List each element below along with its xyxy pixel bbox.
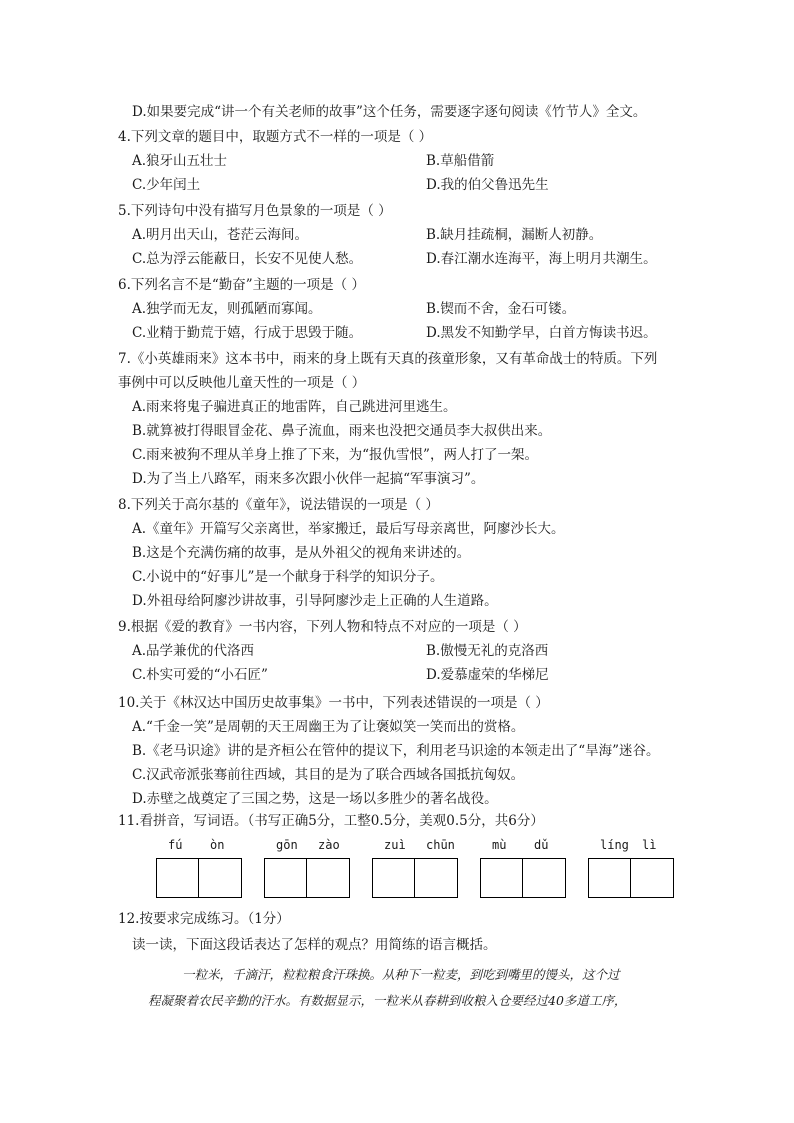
pinyin-syllable: mù xyxy=(492,838,507,852)
question-line: 12.按要求完成练习。（1分） xyxy=(118,911,290,927)
option-line: D.我的伯父鲁迅先生 xyxy=(426,177,549,193)
question-line: 5.下列诗句中没有描写月色景象的一项是（ ） xyxy=(118,203,392,219)
option-line: C.朴实可爱的“小石匠” xyxy=(132,667,268,683)
answer-box-group xyxy=(588,858,674,898)
option-line: B.缺月挂疏桐，漏断人初静。 xyxy=(426,227,603,243)
option-line: C.总为浮云能蔽日，长安不见使人愁。 xyxy=(132,251,363,267)
option-line: D.如果要完成“讲一个有关老师的故事”这个任务，需要逐字逐句阅读《竹节人》全文。 xyxy=(132,104,647,120)
question-line: 8.下列关于高尔基的《童年》，说法错误的一项是（ ） xyxy=(118,497,439,513)
option-line: C.少年闰土 xyxy=(132,177,201,193)
question-line: 10.关于《林汉达中国历史故事集》一书中，下列表述错误的一项是（ ） xyxy=(118,695,549,711)
option-line: A.《童年》开篇写父亲离世，举家搬迁，最后写母亲离世，阿廖沙长大。 xyxy=(132,521,565,537)
answer-box-group xyxy=(264,858,350,898)
answer-cell[interactable] xyxy=(265,859,307,897)
question-line: 9.根据《爱的教育》一书内容，下列人物和特点不对应的一项是（ ） xyxy=(118,619,527,635)
option-line: B.这是个充满伤痛的故事，是从外祖父的视角来讲述的。 xyxy=(132,545,471,561)
option-line: A.雨来将鬼子骗进真正的地雷阵，自己跳进河里逃生。 xyxy=(132,399,457,415)
question-line: 7.《小英雄雨来》这本书中，雨来的身上既有天真的孩童形象，又有革命战士的特质。下列 xyxy=(118,351,658,367)
option-line: A.“千金一笑”是周朝的天王周幽王为了让褒姒笑一笑而出的赏格。 xyxy=(132,719,525,735)
pinyin-syllable: zào xyxy=(318,838,340,852)
answer-cell[interactable] xyxy=(373,859,415,897)
pinyin-syllable: gōn xyxy=(276,838,298,852)
answer-cell[interactable] xyxy=(199,859,241,897)
option-line: B.就算被打得眼冒金花、鼻子流血，雨来也没把交通员李大叔供出来。 xyxy=(132,423,552,439)
question-line: 4.下列文章的题目中，取题方式不一样的一项是（ ） xyxy=(118,129,433,145)
option-line: C.小说中的“好事儿”是一个献身于科学的知识分子。 xyxy=(132,569,444,585)
option-line: B.《老马识途》讲的是齐桓公在管仲的提议下，利用老马识途的本领走出了“旱海”迷谷。 xyxy=(132,743,660,759)
question-line: 6.下列名言不是“勤奋”主题的一项是（ ） xyxy=(118,277,365,293)
option-line: D.春江潮水连海平，海上明月共潮生。 xyxy=(426,251,657,267)
answer-cell[interactable] xyxy=(307,859,349,897)
pinyin-syllable: dǔ xyxy=(534,838,549,852)
answer-cell[interactable] xyxy=(481,859,523,897)
option-line: B.傲慢无礼的克洛西 xyxy=(426,643,549,659)
pinyin-syllable: fú xyxy=(168,838,183,852)
option-line: D.为了当上八路军，雨来多次跟小伙伴一起搞“军事演习”。 xyxy=(132,471,485,487)
option-line: A.品学兼优的代洛西 xyxy=(132,643,255,659)
pinyin-syllable: líng xyxy=(600,838,629,852)
pinyin-syllable: chūn xyxy=(426,838,455,852)
answer-cell[interactable] xyxy=(631,859,673,897)
option-line: D.外祖母给阿廖沙讲故事，引导阿廖沙走上正确的人生道路。 xyxy=(132,593,498,609)
answer-box-group xyxy=(480,858,566,898)
option-line: A.明月出天山，苍茫云海间。 xyxy=(132,227,309,243)
answer-cell[interactable] xyxy=(589,859,631,897)
pinyin-syllable: òn xyxy=(210,838,225,852)
option-line: D.赤壁之战奠定了三国之势，这是一场以多胜少的著名战役。 xyxy=(132,791,498,807)
question-line: 11.看拼音，写词语。（书写正确5分，工整0.5分，美观0.5分，共6分） xyxy=(118,813,544,829)
answer-cell[interactable] xyxy=(523,859,565,897)
question-line: 事例中可以反映他儿童天性的一项是（ ） xyxy=(118,375,366,391)
answer-cell[interactable] xyxy=(415,859,457,897)
option-line: C.雨来被狗不理从羊身上推了下来，为“报仇雪恨”，两人打了一架。 xyxy=(132,447,538,463)
option-line: D.爱慕虚荣的华梯尼 xyxy=(426,667,549,683)
passage-line: 一粒米，千滴汗，粒粒粮食汗珠换。从种下一粒麦，到吃到嘴里的馒头，这个过 xyxy=(182,967,620,982)
answer-box-group xyxy=(372,858,458,898)
answer-box-group xyxy=(156,858,242,898)
option-line: A.狼牙山五壮士 xyxy=(132,153,228,169)
passage-line: 程凝聚着农民辛勤的汗水。有数据显示，一粒米从春耕到收粮入仓要经过40多道工序， xyxy=(148,993,627,1008)
option-line: B.锲而不舍，金石可镂。 xyxy=(426,301,576,317)
question-line: 读一读，下面这段话表达了怎样的观点？用简练的语言概括。 xyxy=(132,937,497,953)
option-line: B.草船借箭 xyxy=(426,153,495,169)
answer-cell[interactable] xyxy=(157,859,199,897)
option-line: C.业精于勤荒于嬉，行成于思毁于随。 xyxy=(132,325,363,341)
pinyin-syllable: zuì xyxy=(384,838,406,852)
pinyin-syllable: lì xyxy=(642,838,657,852)
option-line: A.独学而无友，则孤陋而寡闻。 xyxy=(132,301,322,317)
option-line: C.汉武帝派张骞前往西域，其目的是为了联合西域各国抵抗匈奴。 xyxy=(132,767,525,783)
option-line: D.黑发不知勤学早，白首方悔读书迟。 xyxy=(426,325,657,341)
